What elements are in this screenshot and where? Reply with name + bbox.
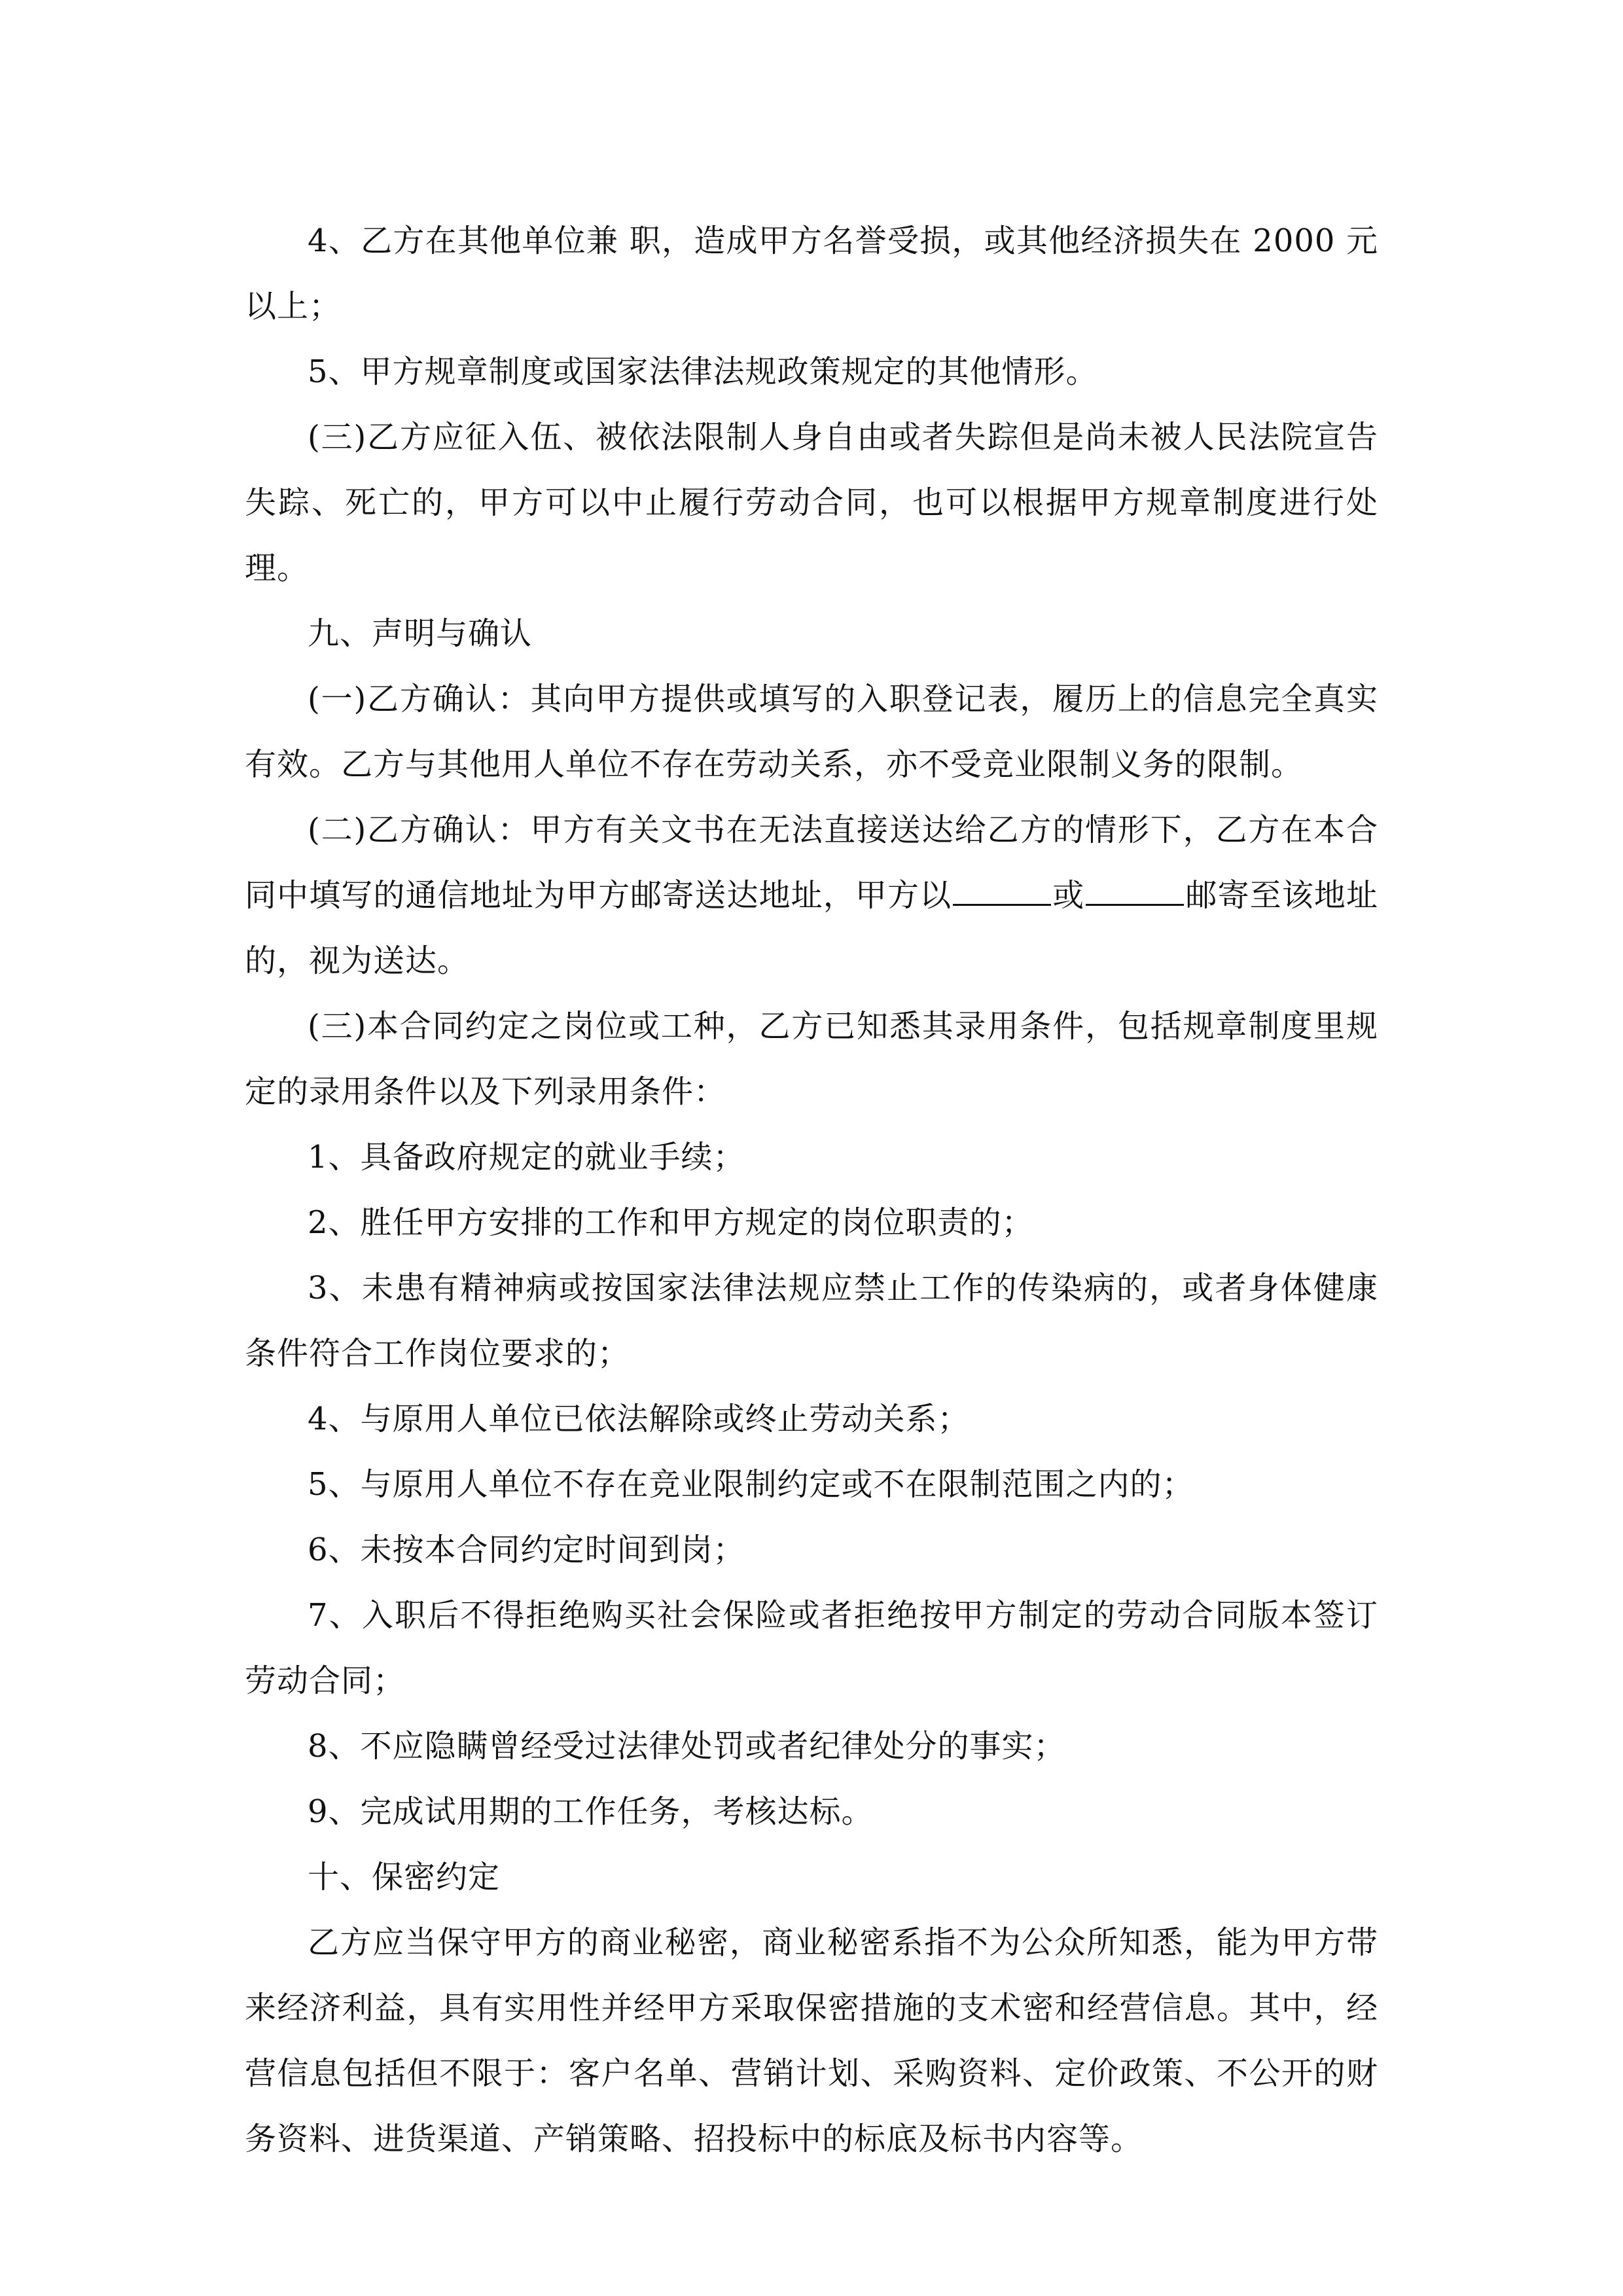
clause-confirmation-1: (一)乙方确认：其向甲方提供或填写的入职登记表，履历上的信息完全真实有效。乙方与其他用人单位不存在劳动关系，亦不受竞业限制义务的限制。 [245, 681, 1378, 783]
clause-confirmation-3: (三)本合同约定之岗位或工种，乙方已知悉其录用条件，包括规章制度里规定的录用条件以及下列录用条件： [245, 1008, 1378, 1110]
hiring-condition-9: 9、完成试用期的工作任务，考核达标。 [308, 1793, 874, 1830]
delivery-method-blank-2 [1086, 875, 1184, 906]
section-heading-declaration: 九、声明与确认 [308, 615, 533, 652]
hiring-condition-8: 8、不应隐瞒曾经受过法律处罚或者纪律处分的事实； [308, 1728, 1066, 1765]
hiring-condition-2: 2、胜任甲方安排的工作和甲方规定的岗位职责的； [308, 1204, 1034, 1241]
hiring-condition-6: 6、未按本合同约定时间到岗； [308, 1532, 745, 1568]
delivery-text-part1: (二)乙方确认：甲方有关文书在无法直接送达给乙方的情形下，乙方在本合同中填写的通信地址为甲方邮寄送达地址，甲方以 [245, 812, 1378, 914]
hiring-condition-7: 7、入职后不得拒绝购买社会保险或者拒绝按甲方制定的劳动合同版本签订劳动合同； [245, 1597, 1378, 1699]
document-body [245, 208, 1378, 2172]
hiring-condition-1: 1、具备政府规定的就业手续； [308, 1139, 745, 1175]
delivery-text-part2: 或 [1052, 877, 1085, 914]
hiring-condition-4: 4、与原用人单位已依法解除或终止劳动关系； [308, 1401, 970, 1437]
clause-confidentiality: 乙方应当保守甲方的商业秘密，商业秘密系指不为公众所知悉，能为甲方带来经济利益，具有实用性并经甲方采取保密措施的支术密和经营信息。其中，经营信息包括但不限于：客户名单、营销计划、采购资料、定价政策、不公开的财务资料、进货渠道、产销策略、招投标中的标底及标书内容等。 [245, 1924, 1378, 2157]
clause-confirmation-2 [245, 797, 1378, 994]
section-heading-confidentiality: 十、保密约定 [308, 1859, 501, 1895]
delivery-text-part3: 邮寄至该地址的，视为送达。 [245, 877, 1378, 979]
hiring-condition-5: 5、与原用人单位不存在竞业限制约定或不在限制范围之内的； [308, 1466, 1194, 1503]
delivery-method-blank-1 [953, 875, 1051, 906]
clause-5-other-circumstances: 5、甲方规章制度或国家法律法规政策规定的其他情形。 [308, 353, 1098, 390]
clause-suspension: (三)乙方应征入伍、被依法限制人身自由或者失踪但是尚未被人民法院宣告失踪、死亡的，甲方可以中止履行劳动合同，也可以根据甲方规章制度进行处理。 [245, 419, 1378, 586]
clause-4-moonlighting: 4、乙方在其他单位兼 职，造成甲方名誉受损，或其他经济损失在 2000 元以上； [245, 223, 1378, 325]
hiring-condition-3: 3、未患有精神病或按国家法律法规应禁止工作的传染病的，或者身体健康条件符合工作岗位要求的； [245, 1270, 1378, 1372]
